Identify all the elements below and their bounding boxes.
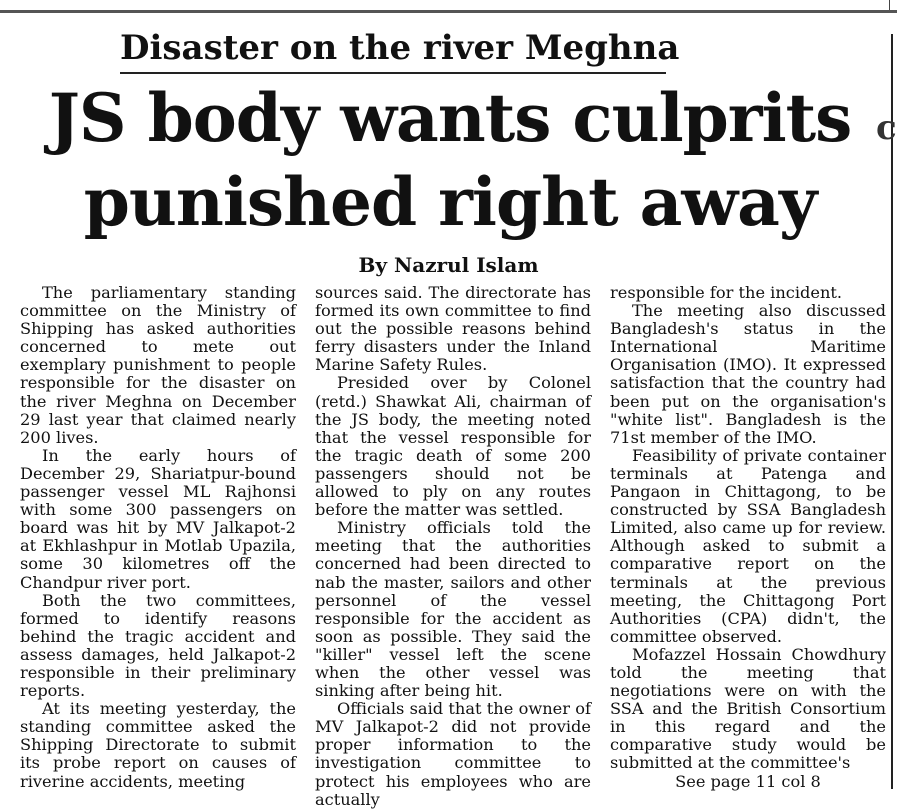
paragraph: The meeting also discussed Bangladesh's status in the International Maritime Organisation (IMO). It expressed satisfaction that the country had been put on the organisation's "white list". Bangladesh is the 71st member of the IMO. [610, 301, 886, 447]
kicker-underline [120, 72, 666, 74]
article-column-1 [20, 283, 296, 791]
headline-line-1: JS body wants culprits [48, 79, 852, 157]
paragraph: Ministry officials told the meeting that the authorities concerned had been directed to nab the master, sailors and other personnel of the vessel responsible for the accident as soon as possible. They said the "killer" vessel left the scene when the other vessel was sinking after being hit. [315, 518, 591, 701]
paragraph: Feasibility of private container terminals at Patenga and Pangaon in Chittagong, to be constructed by SSA Bangladesh Limited, also came up for review. Although asked to submit a comparative report on the terminals at the previous meeting, the Chittagong Port Authorities (CPA) didn't, the committee observed. [610, 445, 886, 646]
paragraph: At its meeting yesterday, the standing committee asked the Shipping Directorate to submit its probe report on causes of riverine accidents, meeting [20, 699, 296, 791]
paragraph: Presided over by Colonel (retd.) Shawkat Ali, chairman of the JS body, the meeting noted that the vessel responsible for the tragic death of some 200 passengers should not be allowed to ply on any routes before the matter was settled. [315, 373, 591, 520]
paragraph: Both the two committees, formed to identify reasons behind the tragic accident and assess damages, held Jalkapot-2 responsible in their preliminary reports. [20, 590, 296, 701]
paragraph: responsible for the incident. [610, 283, 843, 302]
paragraph: The parliamentary standing committee on the Ministry of Shipping has asked authorities concerned to mete out exemplary punishment to people responsible for the disaster on the river Meghna on December 29 last year that claimed nearly 200 lives. [20, 283, 296, 447]
paragraph: In the early hours of December 29, Shariatpur-bound passenger vessel ML Rajhonsi with some 300 passengers on board was hit by MV Jalkapot-2 at Ekhlashpur in Motlab Upazila, some 30 kilometres off the Chandpur river port. [20, 445, 296, 592]
article-column-3 [610, 283, 886, 791]
top-rule [0, 10, 897, 13]
headline-line-2: punished right away [83, 163, 817, 241]
article-column-2 [315, 283, 591, 809]
top-tick [889, 0, 890, 10]
paragraph: Officials said that the owner of MV Jalkapot-2 did not provide proper information to the investigation committee to protect his employees who are actually [315, 699, 591, 809]
cropped-edge-glyph: c [876, 108, 897, 148]
kicker: Disaster on the river Meghna [120, 28, 680, 68]
continuation-jump[interactable]: See page 11 col 8 [675, 771, 821, 791]
paragraph: Mofazzel Hossain Chowdhury told the meeting that negotiations were on with the SSA and the British Consortium in this regard and the comparative study would be submitted at the committee's [610, 644, 886, 773]
byline: By Nazrul Islam [358, 253, 539, 277]
paragraph: sources said. The directorate has formed its own committee to find out the possible reasons behind ferry disasters under the Inland Marine Safety Rules. [315, 283, 591, 375]
headline [20, 76, 880, 244]
